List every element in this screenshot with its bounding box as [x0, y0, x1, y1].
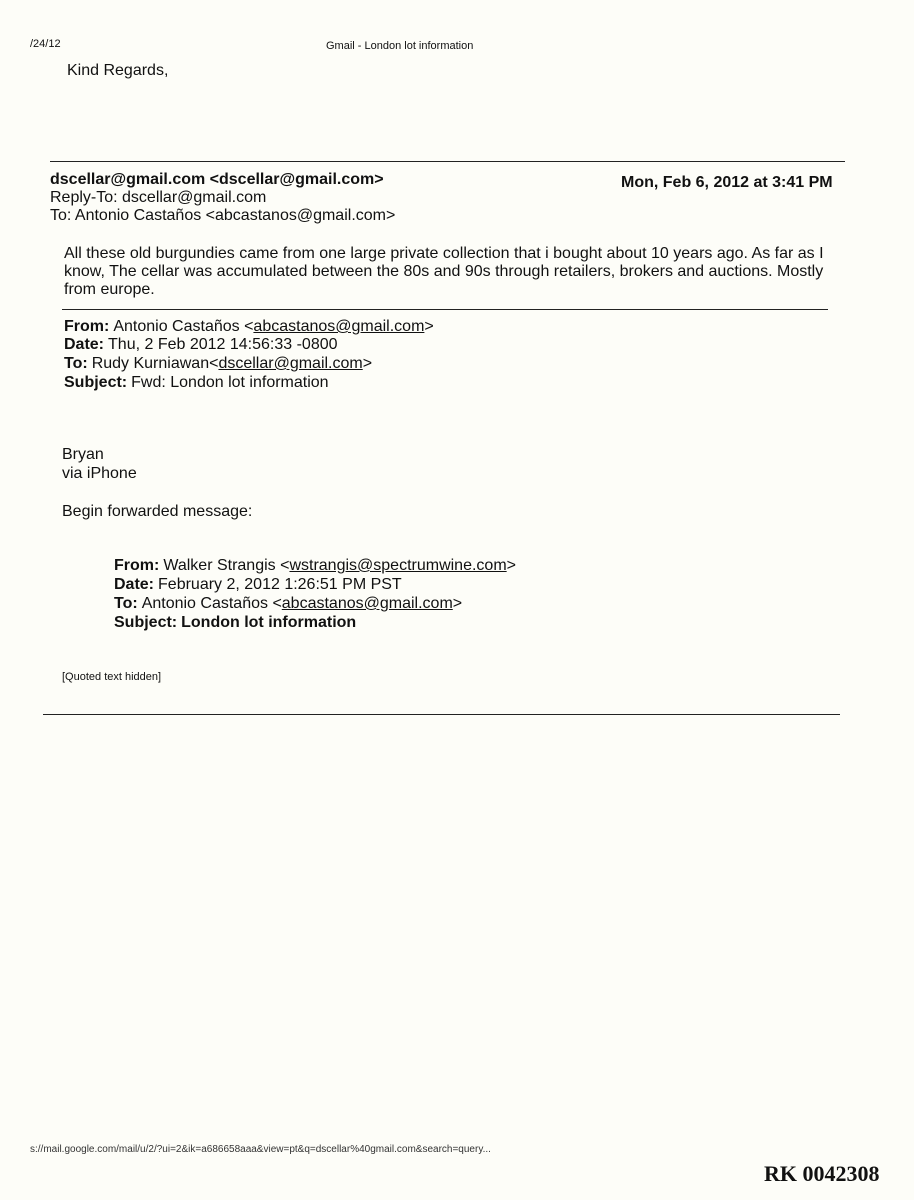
bates-number: RK 0042308 — [764, 1161, 880, 1186]
fwd1-from — [64, 318, 434, 336]
from-name: Walker Strangis < — [163, 557, 290, 574]
fwd2-from — [114, 557, 516, 575]
to-name: Rudy Kurniawan< — [91, 355, 219, 372]
from-label: From: — [114, 557, 160, 574]
reply-to: Reply-To: dscellar@gmail.com — [50, 189, 267, 206]
date-label: Date: — [64, 336, 105, 353]
date-label: Date: — [114, 576, 155, 593]
print-title: Gmail - London lot information — [326, 40, 474, 52]
print-date: /24/12 — [30, 38, 61, 50]
to-label: To: — [64, 355, 88, 372]
from-email-link[interactable]: abcastanos@gmail.com — [253, 318, 425, 335]
message-body: All these old burgundies came from one large private collection that i bought about 10 years ago. As far as I know, The cellar was accumulated between the 80s and 90s through retailers, brokers and auctions. Mostly from europe. — [64, 245, 824, 298]
to-end: > — [452, 595, 463, 612]
quoted-text-hidden[interactable]: [Quoted text hidden] — [62, 671, 162, 683]
to-name: Antonio Castaños < — [141, 595, 282, 612]
recipient: To: Antonio Castaños <abcastanos@gmail.com> — [50, 207, 396, 224]
date-value: Thu, 2 Feb 2012 14:56:33 -0800 — [108, 336, 338, 353]
to-email-link[interactable]: abcastanos@gmail.com — [281, 595, 453, 612]
from-end: > — [424, 318, 434, 335]
subject-label: Subject: — [64, 374, 128, 391]
fwd1-to — [64, 355, 372, 373]
date-value: February 2, 2012 1:26:51 PM PST — [158, 576, 402, 593]
from-email-link[interactable]: wstrangis@spectrumwine.com — [289, 557, 507, 574]
fwd2-subject — [114, 614, 356, 632]
from-end: > — [506, 557, 516, 574]
divider — [43, 714, 840, 715]
from-name: Antonio Castaños < — [113, 318, 254, 335]
sent-date: Mon, Feb 6, 2012 at 3:41 PM — [621, 174, 833, 191]
to-label: To: — [114, 595, 138, 612]
signature-device: via iPhone — [62, 465, 137, 482]
subject-value: London lot information — [181, 614, 357, 631]
from-label: From: — [64, 318, 110, 335]
fwd2-to — [114, 595, 462, 613]
to-end: > — [362, 355, 373, 372]
fwd1-subject — [64, 374, 329, 392]
signature-name: Bryan — [62, 446, 104, 463]
subject-value: Fwd: London lot information — [131, 374, 329, 391]
sender: dscellar@gmail.com <dscellar@gmail.com> — [50, 171, 384, 188]
fwd2-date — [114, 576, 402, 594]
footer-url: s://mail.google.com/mail/u/2/?ui=2&ik=a686658aaa&view=pt&q=dscellar%40gmail.com&search=query... — [30, 1144, 491, 1155]
divider — [62, 309, 828, 310]
divider — [50, 161, 845, 162]
begin-forwarded: Begin forwarded message: — [62, 503, 253, 520]
to-email-link[interactable]: dscellar@gmail.com — [218, 355, 363, 372]
fwd1-date — [64, 336, 338, 354]
closing-text: Kind Regards, — [67, 62, 169, 79]
subject-label: Subject: — [114, 614, 178, 631]
